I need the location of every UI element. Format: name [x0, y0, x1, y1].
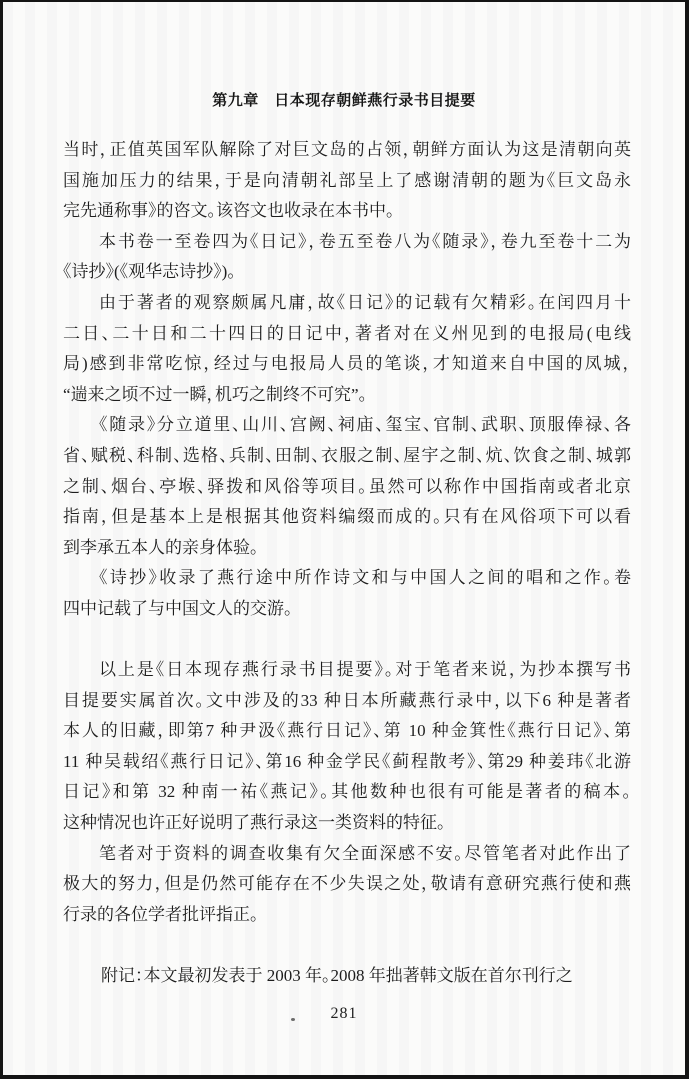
text-line: 当时，正值英国军队解除了对巨文岛的占领，朝鲜方面认为这是清朝向英 [63, 140, 631, 159]
text-line: 日记》和第 32 种南一祐《燕记》。其他数种也很有可能是著者的稿本。 [63, 782, 631, 802]
text-line: 国施加压力的结果，于是向清朝礼部呈上了感谢清朝的题为《巨文岛永 [63, 170, 631, 190]
paragraph [63, 227, 631, 288]
text-line: 以上是《日本现存燕行录书目提要》。对于笔者来说，为抄本撰写书 [99, 660, 631, 680]
text-line: 本书卷一至卷四为《日记》，卷五至卷八为《随录》，卷九至卷十二为 [99, 231, 631, 251]
text-line: 本人的旧藏，即第7 种尹汲《燕行日记》、第 10 种金箕性《燕行日记》、第 [63, 721, 631, 741]
text-line: 这种情况也许正好说明了燕行录这一类资料的特征。 [63, 813, 446, 833]
running-header: 第九章 日本现存朝鲜燕行录书目提要 [212, 93, 476, 109]
page-number: 281 [330, 1005, 358, 1022]
text-line: 目提要实属首次。文中涉及的33 种日本所藏燕行录中，以下6 种是著者 [63, 690, 631, 710]
text-line: 由于著者的观察颇属凡庸，故《日记》的记载有欠精彩。在闰四月十 [99, 292, 631, 312]
paragraph [63, 563, 631, 624]
text-line: 行录的各位学者批评指正。 [63, 904, 259, 924]
text-line: 之制、烟台、亭堠、驿拨和风俗等项目。虽然可以称作中国指南或者北京 [63, 476, 631, 496]
text-line: 11 种吴载绍《燕行日记》、第16 种金学民《蓟程散考》、第29 种姜玮《北游 [63, 751, 631, 771]
text-line: 局)感到非常吃惊，经过与电报局人员的笔谈，才知道来自中国的凤城， [63, 354, 631, 374]
text-line: “遄来之顷不过一瞬，机巧之制终不可究”。 [63, 384, 368, 404]
text-line: 笔者对于资料的调查收集有欠全面深感不安。尽管笔者对此作出了 [99, 843, 631, 863]
paragraph [63, 288, 631, 410]
text-line: 指南，但是基本上是根据其他资料编缀而成的。只有在风俗项下可以看 [63, 507, 631, 527]
text-line: 二日、二十日和二十四日的日记中，著者对在义州见到的电报局(电线 [63, 323, 631, 343]
text-line: 到李承五本人的亲身体验。 [63, 537, 259, 557]
text-line: 《诗抄》(《观华志诗抄》)。 [63, 262, 236, 282]
body-text [63, 135, 631, 992]
text-line: 极大的努力，但是仍然可能存在不少失误之处，敬请有意研究燕行使和燕 [63, 874, 631, 894]
text-line: 省、赋税、科制、选格、兵制、田制、衣服之制、屋宇之制、炕、饮食之制、城郭 [63, 445, 631, 465]
text-line: 四中记载了与中国文人的交游。 [63, 598, 293, 618]
paragraph [63, 410, 631, 563]
paragraph [63, 135, 631, 227]
text-line: 《随录》分立道里、山川、宫阙、祠庙、玺宝、官制、武职、顶服俸禄、各 [99, 415, 631, 435]
text-line: 完先通称事》的咨文。该咨文也收录在本书中。 [63, 201, 395, 221]
paragraph [63, 655, 631, 839]
paragraph [63, 961, 631, 992]
paragraph [63, 839, 631, 931]
text-line: 《诗抄》收录了燕行途中所作诗文和与中国人之间的唱和之作。卷 [99, 568, 631, 588]
text-line: 附记：本文最初发表于 2003 年。2008 年拙著韩文版在首尔刊行之 [101, 966, 573, 986]
